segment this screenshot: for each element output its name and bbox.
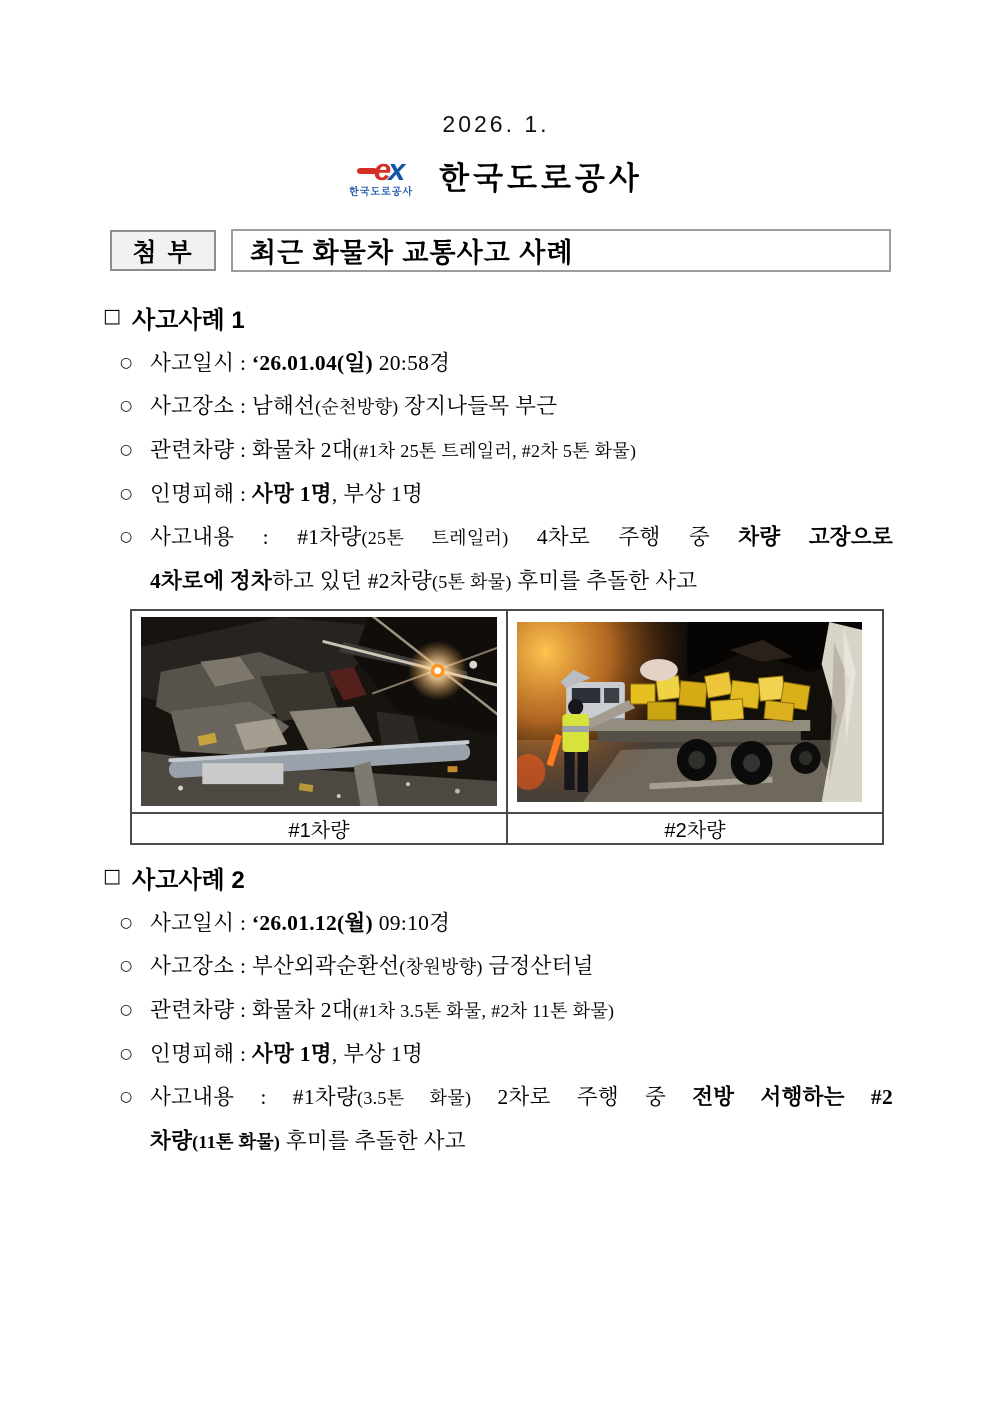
circle-bullet-icon: ○ bbox=[120, 529, 133, 545]
attachment-header bbox=[110, 230, 891, 272]
square-bullet-icon: □ bbox=[103, 305, 121, 327]
circle-bullet-icon: ○ bbox=[120, 958, 133, 974]
case-1-row-datetime: ○ 사고일시 : ‘26.01.04(일) 20:58경 bbox=[103, 342, 895, 385]
photo-cell-vehicle1 bbox=[131, 610, 507, 813]
photo-label-vehicle2: #2차량 bbox=[507, 813, 883, 844]
circle-bullet-icon: ○ bbox=[120, 1089, 133, 1105]
photo-cell-vehicle2 bbox=[507, 610, 883, 813]
case-1-row-description: ○ 사고내용 : #1차량(25톤 트레일러) 4차로 주행 중 차량 고장으로 4차로에 정차하고 있던 #2차량(5톤 화물) 후미를 추돌한 사고 bbox=[103, 516, 895, 604]
vehicle1-wreckage-photo bbox=[141, 617, 497, 806]
circle-bullet-icon: ○ bbox=[120, 1046, 133, 1062]
circle-bullet-icon: ○ bbox=[120, 442, 133, 458]
case-1-row-casualties: ○ 인명피해 : 사망 1명, 부상 1명 bbox=[103, 473, 895, 516]
case-2-row-casualties: ○ 인명피해 : 사망 1명, 부상 1명 bbox=[103, 1033, 895, 1076]
circle-bullet-icon: ○ bbox=[120, 486, 133, 502]
square-bullet-icon: □ bbox=[103, 865, 121, 887]
circle-bullet-icon: ○ bbox=[120, 355, 133, 371]
accident-case-2-section bbox=[103, 862, 895, 1164]
ex-logo-icon bbox=[349, 151, 414, 198]
accident-photos-table bbox=[130, 609, 884, 845]
case-2-row-datetime: ○ 사고일시 : ‘26.01.12(월) 09:10경 bbox=[103, 902, 895, 945]
case-2-row-description: ○ 사고내용 : #1차량(3.5톤 화물) 2차로 주행 중 전방 서행하는 #2 차량(11톤 화물) 후미를 추돌한 사고 bbox=[103, 1076, 895, 1164]
circle-bullet-icon: ○ bbox=[120, 915, 133, 931]
case-1-heading bbox=[103, 302, 895, 332]
logo-letter-e: e bbox=[373, 151, 390, 187]
case-1-row-vehicles: ○ 관련차량 : 화물차 2대(#1차 25톤 트레일러, #2차 5톤 화물) bbox=[103, 429, 895, 473]
org-header bbox=[0, 153, 992, 198]
doc-date: 2026. 1. bbox=[442, 111, 550, 137]
case-1-row-location: ○ 사고장소 : 남해선(순천방향) 장지나들목 부근 bbox=[103, 385, 895, 429]
attachment-label: 첨 부 bbox=[110, 230, 216, 271]
logo-letter-x: x bbox=[388, 151, 406, 187]
logo-caption: 한국도로공사 bbox=[349, 186, 414, 198]
photo-label-vehicle1: #1차량 bbox=[131, 813, 507, 844]
org-title: 한국도로공사 bbox=[439, 161, 643, 196]
case-2-row-vehicles: ○ 관련차량 : 화물차 2대(#1차 3.5톤 화물, #2차 11톤 화물) bbox=[103, 989, 895, 1033]
accident-case-1-section bbox=[103, 302, 895, 604]
circle-bullet-icon: ○ bbox=[120, 1002, 133, 1018]
case-2-heading bbox=[103, 862, 895, 892]
case-1-heading-text: 사고사례 1 bbox=[131, 306, 245, 334]
circle-bullet-icon: ○ bbox=[120, 398, 133, 414]
vehicle2-cargo-trailer-photo bbox=[517, 622, 862, 802]
case-2-heading-text: 사고사례 2 bbox=[131, 866, 245, 894]
doc-title: 최근 화물차 교통사고 사례 bbox=[231, 229, 891, 272]
case-2-row-location: ○ 사고장소 : 부산외곽순환선(창원방향) 금정산터널 bbox=[103, 945, 895, 989]
